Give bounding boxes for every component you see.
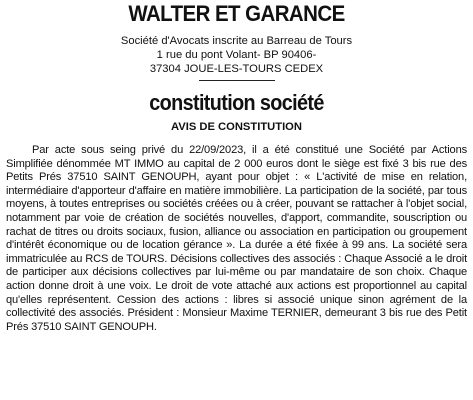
header-divider [199, 80, 275, 81]
address-line: 37304 JOUE-LES-TOURS CEDEX [149, 63, 324, 75]
firm-address [0, 34, 473, 76]
firm-name: WALTER ET GARANCE [128, 1, 345, 26]
section-title: constitution société [149, 90, 324, 115]
notice-body: Par acte sous seing privé du 22/09/2023, il a été constitué une Société par Actions Simplifiée dénommée MT IMMO au capital de 2 000 euros dont le siège est fixé 3 bis rue des Petits Prés 37510 SAINT GENOUPH, ayant pour objet : « L'activité de mise en relation, intermédiaire d'apporteur d'affaire en matière immobilière. La participation de la société, par tous moyens, à toutes entreprises ou sociétés créées ou à créer, pouvant se rattacher à l'objet social, notamment par voie de création de sociétés nouvelles, d'apport, commandite, souscription ou rachat de titres ou droits sociaux, fusion, alliance ou association en participation ou groupement d'intérêt économique ou de location gérance ». La durée a été fixée à 99 ans. La société sera immatriculée au RCS de TOURS. Décisions collectives des associés : Chaque Associé a le droit de participer aux décisions collectives par lui-même ou par mandataire de son choix. Chaque action donne droit à une voix. Le droit de vote attaché aux actions est proportionnel au capital qu'elles représentent. Cession des actions : libres si associé unique sinon agrément de la collectivité des associés. Président : Monsieur Maxime TERNIER, demeurant 3 bis rue des Petit Prés 37510 SAINT GENOUPH. [6, 144, 467, 333]
address-line: Société d'Avocats inscrite au Barreau de Tours [120, 35, 353, 47]
address-line: 1 rue du pont Volant- BP 90406- [156, 49, 317, 61]
notice-subtitle: AVIS DE CONSTITUTION [171, 121, 302, 133]
notice-header [0, 0, 473, 134]
